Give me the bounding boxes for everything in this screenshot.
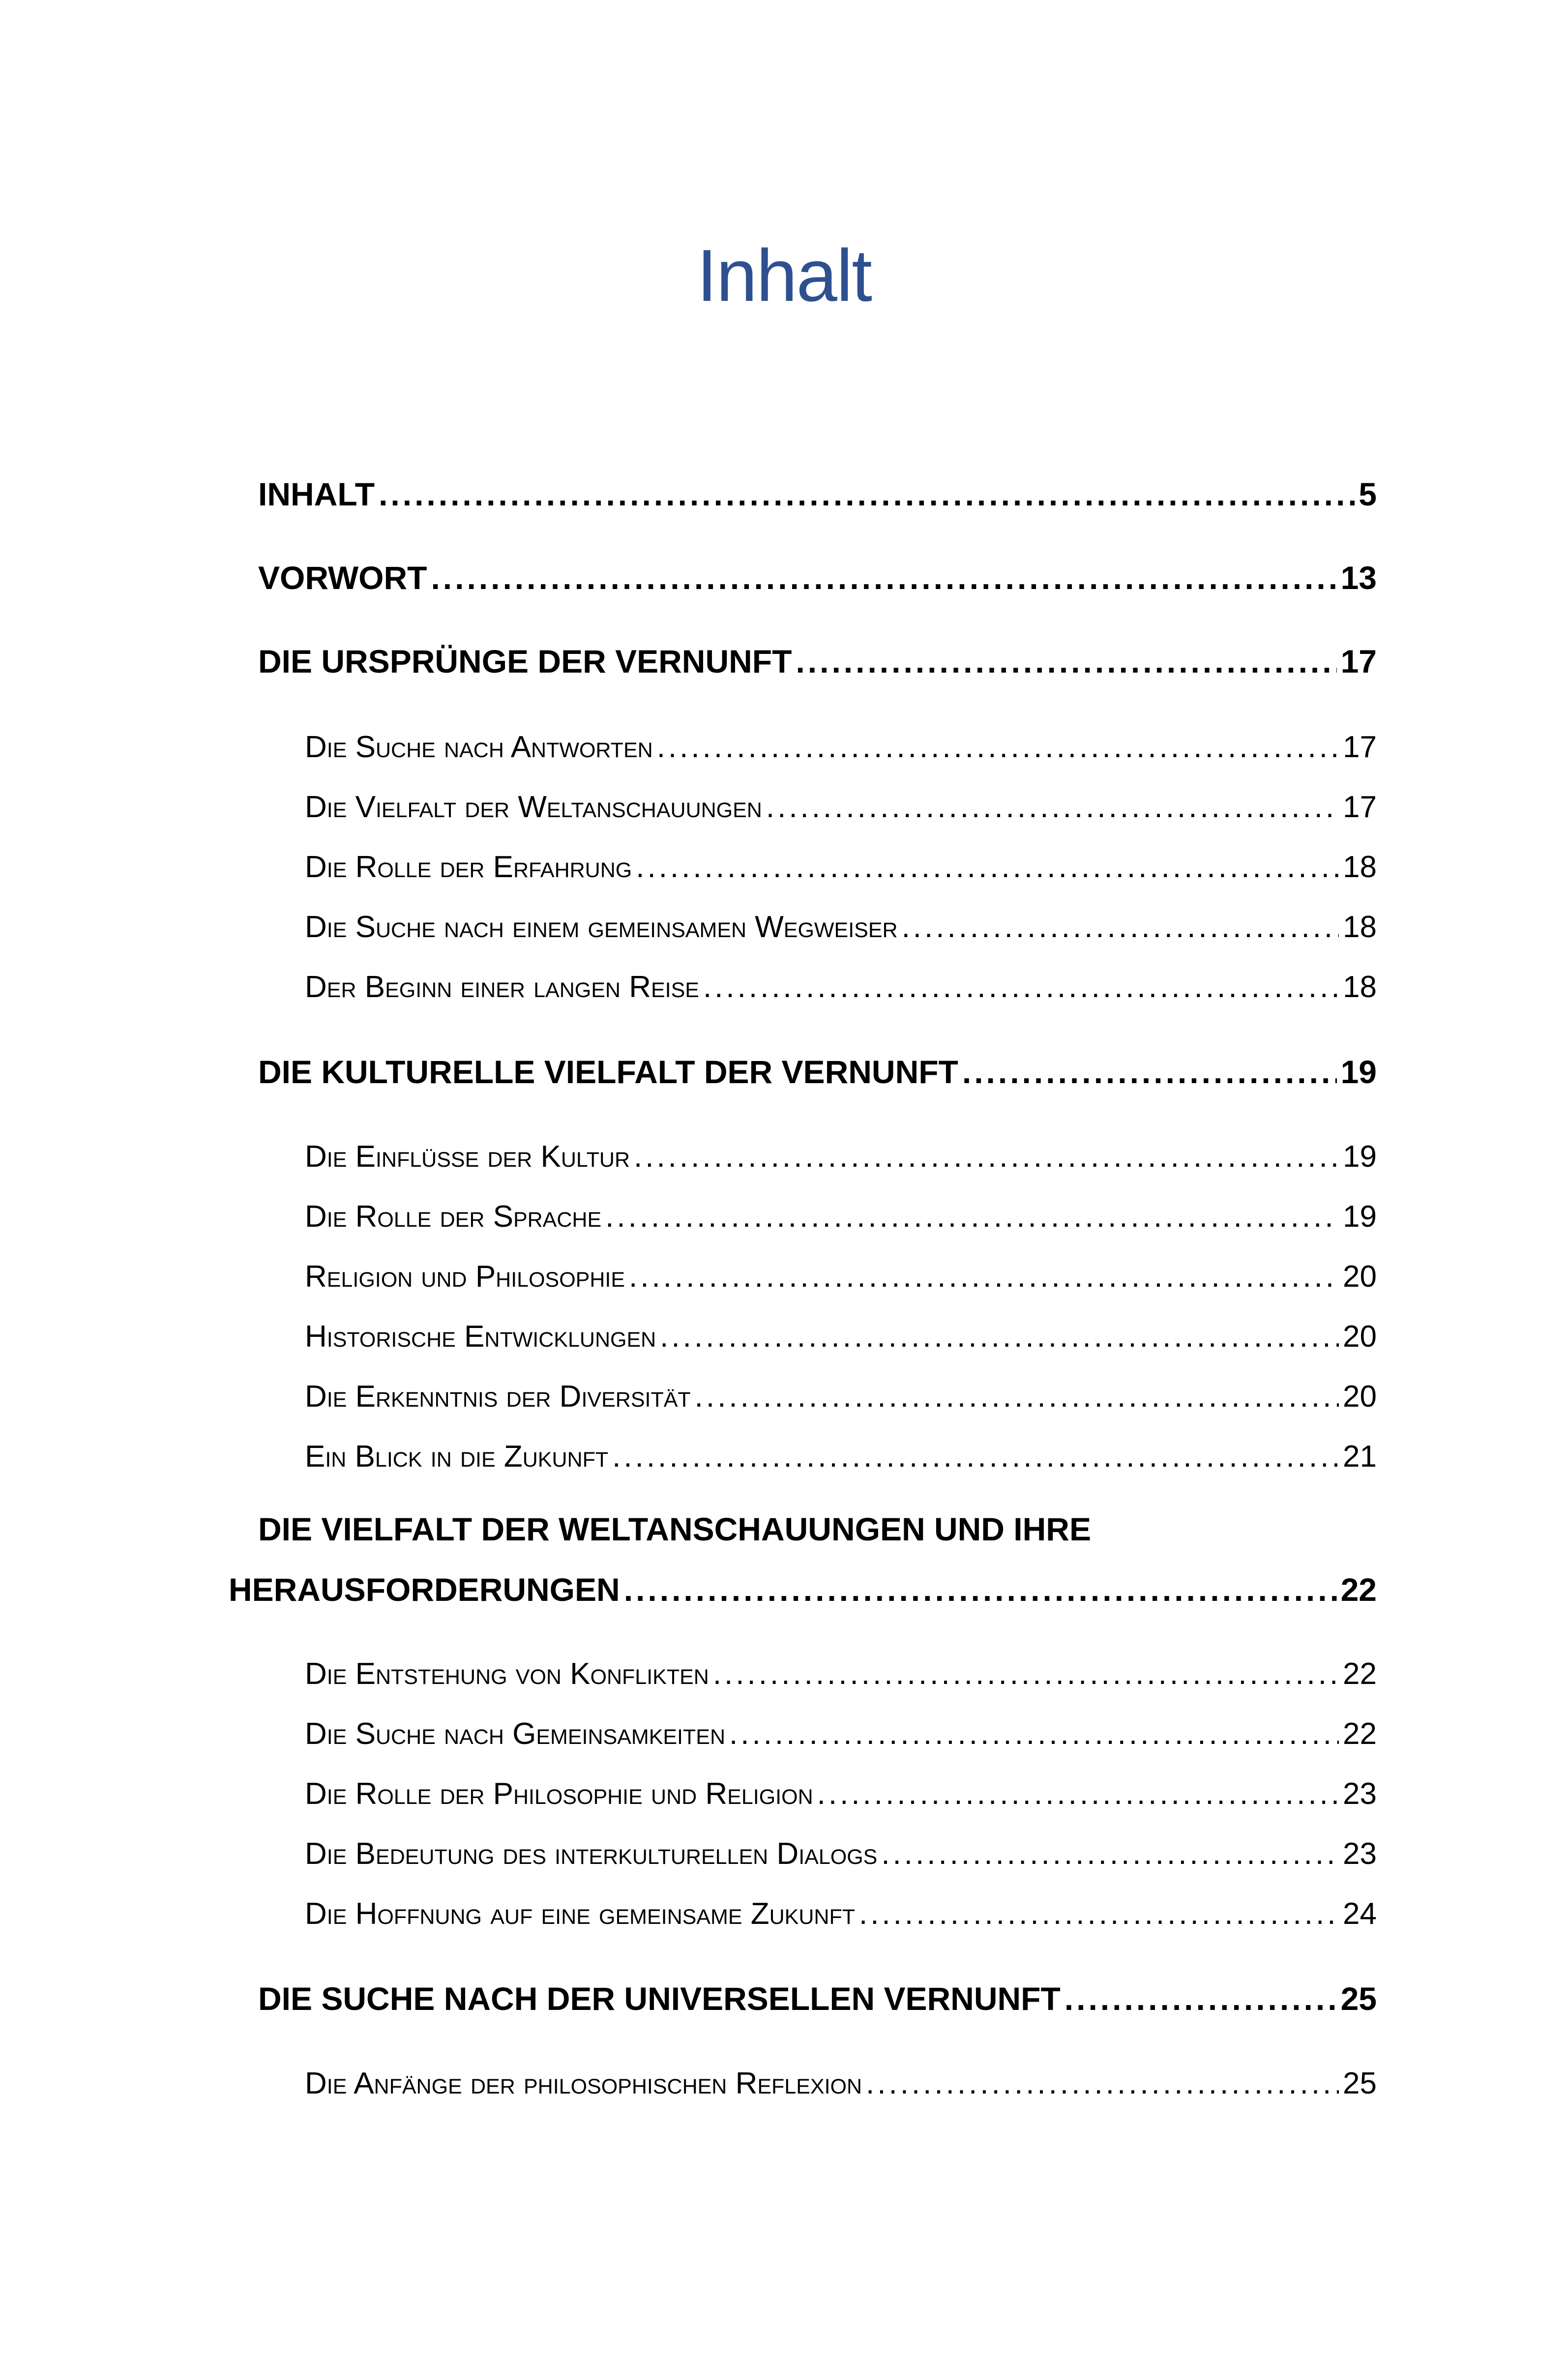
leader-dots [636, 840, 1339, 894]
toc-entry-section[interactable] [305, 1250, 1377, 1304]
toc-entry-page: 19 [1340, 1054, 1377, 1090]
leader-dots [866, 2057, 1339, 2111]
toc-entry-label: Die Bedeutung des interkulturellen Dialogs [305, 1837, 878, 1871]
leader-dots [962, 1045, 1337, 1099]
toc-entry-section[interactable] [305, 1430, 1377, 1484]
leader-dots [660, 1310, 1339, 1364]
toc-entry-page: 20 [1343, 1320, 1377, 1354]
toc-entry-page: 18 [1343, 910, 1377, 944]
leader-dots [881, 1827, 1339, 1881]
toc-entry-label: Religion und Philosophie [305, 1260, 625, 1294]
toc-entry-label: Historische Entwicklungen [305, 1320, 656, 1354]
toc-entry-section[interactable] [305, 840, 1377, 894]
leader-dots [766, 780, 1339, 834]
toc-entry-page: 19 [1343, 1140, 1377, 1174]
leader-dots [817, 1767, 1339, 1821]
leader-dots [629, 1250, 1339, 1304]
toc-entry-label: Die Entstehung von Konflikten [305, 1657, 709, 1691]
leader-dots [859, 1887, 1339, 1941]
toc-entry-page: 20 [1343, 1260, 1377, 1294]
leader-dots [729, 1707, 1339, 1761]
toc-entry-page: 22 [1343, 1717, 1377, 1751]
toc-entry-chapter[interactable] [258, 634, 1377, 688]
leader-dots [902, 900, 1339, 954]
toc-entry-label: VORWORT [258, 560, 427, 596]
toc-entry-page: 22 [1340, 1571, 1377, 1608]
leader-dots [703, 960, 1339, 1014]
leader-dots [379, 467, 1355, 521]
toc-entry-chapter[interactable] [258, 1972, 1377, 2026]
toc-entry-section[interactable] [305, 1370, 1377, 1424]
toc-entry-label: HERAUSFORDERUNGEN [229, 1571, 620, 1608]
toc-entry-section[interactable] [305, 1310, 1377, 1364]
toc-entry-page: 17 [1343, 730, 1377, 764]
toc-entry-section[interactable] [305, 1767, 1377, 1821]
leader-dots [624, 1563, 1337, 1617]
toc-entry-page: 5 [1359, 476, 1377, 512]
toc-entry-label: Der Beginn einer langen Reise [305, 970, 699, 1004]
toc-entry-label: DIE SUCHE NACH DER UNIVERSELLEN VERNUNFT [258, 1980, 1061, 2017]
toc-entry-page: 18 [1343, 970, 1377, 1004]
toc-entry-chapter[interactable] [258, 1045, 1377, 1099]
leader-dots [634, 1130, 1339, 1184]
toc-entry-label: Ein Blick in die Zukunft [305, 1440, 609, 1474]
toc-entry-page: 25 [1340, 1980, 1377, 2017]
toc-entry-section[interactable] [305, 1190, 1377, 1244]
leader-dots [431, 551, 1336, 605]
toc-entry-page: 23 [1343, 1777, 1377, 1811]
toc-entry-label: Die Einflüsse der Kultur [305, 1140, 630, 1174]
toc-entry-label: Die Suche nach einem gemeinsamen Wegweiser [305, 910, 898, 944]
leader-dots [713, 1647, 1339, 1701]
toc-entry-label: Die Vielfalt der Weltanschauungen [305, 790, 762, 824]
toc-entry-label: DIE URSPRÜNGE DER VERNUNFT [258, 643, 792, 679]
toc-entry-page: 23 [1343, 1837, 1377, 1871]
toc-entry-page: 22 [1343, 1657, 1377, 1691]
toc-entry-page: 25 [1343, 2066, 1377, 2100]
leader-dots [612, 1430, 1339, 1484]
toc-entry-label: Die Suche nach Antworten [305, 730, 653, 764]
toc-entry-section[interactable] [305, 780, 1377, 834]
toc-entry-chapter[interactable] [258, 467, 1377, 521]
toc-entry-label: DIE KULTURELLE VIELFALT DER VERNUNFT [258, 1054, 958, 1090]
toc-entry-page: 13 [1340, 560, 1377, 596]
toc-entry-page: 20 [1343, 1380, 1377, 1414]
page-title: Inhalt [697, 234, 871, 317]
toc-entry-label: Die Hoffnung auf eine gemeinsame Zukunft [305, 1897, 855, 1931]
leader-dots [695, 1370, 1339, 1424]
toc-entry-label: INHALT [258, 476, 375, 512]
toc-entry-label: Die Suche nach Gemeinsamkeiten [305, 1717, 726, 1751]
toc-entry-page: 24 [1343, 1897, 1377, 1931]
toc-entry-chapter[interactable] [258, 551, 1377, 605]
toc-entry-section[interactable] [305, 1827, 1377, 1881]
toc-entry-section[interactable] [305, 2057, 1377, 2111]
toc-entry-label: Die Erkenntnis der Diversität [305, 1380, 691, 1414]
toc-entry-page: 17 [1340, 643, 1377, 679]
toc-entry-section[interactable] [305, 1647, 1377, 1701]
leader-dots [796, 634, 1336, 688]
toc-entry-page: 18 [1343, 850, 1377, 884]
toc-entry-section[interactable] [305, 1707, 1377, 1761]
toc-entry-label: Die Rolle der Erfahrung [305, 850, 632, 884]
toc-entry-chapter[interactable] [229, 1563, 1377, 1617]
toc-entry-page: 19 [1343, 1200, 1377, 1234]
toc-entry-label: Die Rolle der Sprache [305, 1200, 602, 1234]
toc-entry-section[interactable] [305, 900, 1377, 954]
toc-entry-page: 17 [1343, 790, 1377, 824]
toc-entry-label: Die Anfänge der philosophischen Reflexion [305, 2066, 862, 2100]
leader-dots [657, 720, 1339, 774]
toc-entry-page: 21 [1343, 1440, 1377, 1474]
toc-entry-label-line1: DIE VIELFALT DER WELTANSCHAUUNGEN UND IHRE [258, 1511, 1091, 1547]
toc-entry-section[interactable] [305, 1130, 1377, 1184]
toc-entry-section[interactable] [305, 960, 1377, 1014]
toc-entry-section[interactable] [305, 1887, 1377, 1941]
toc-entry-section[interactable] [305, 720, 1377, 774]
leader-dots [1065, 1972, 1337, 2026]
leader-dots [605, 1190, 1339, 1244]
toc-entry-label: Die Rolle der Philosophie und Religion [305, 1777, 813, 1811]
